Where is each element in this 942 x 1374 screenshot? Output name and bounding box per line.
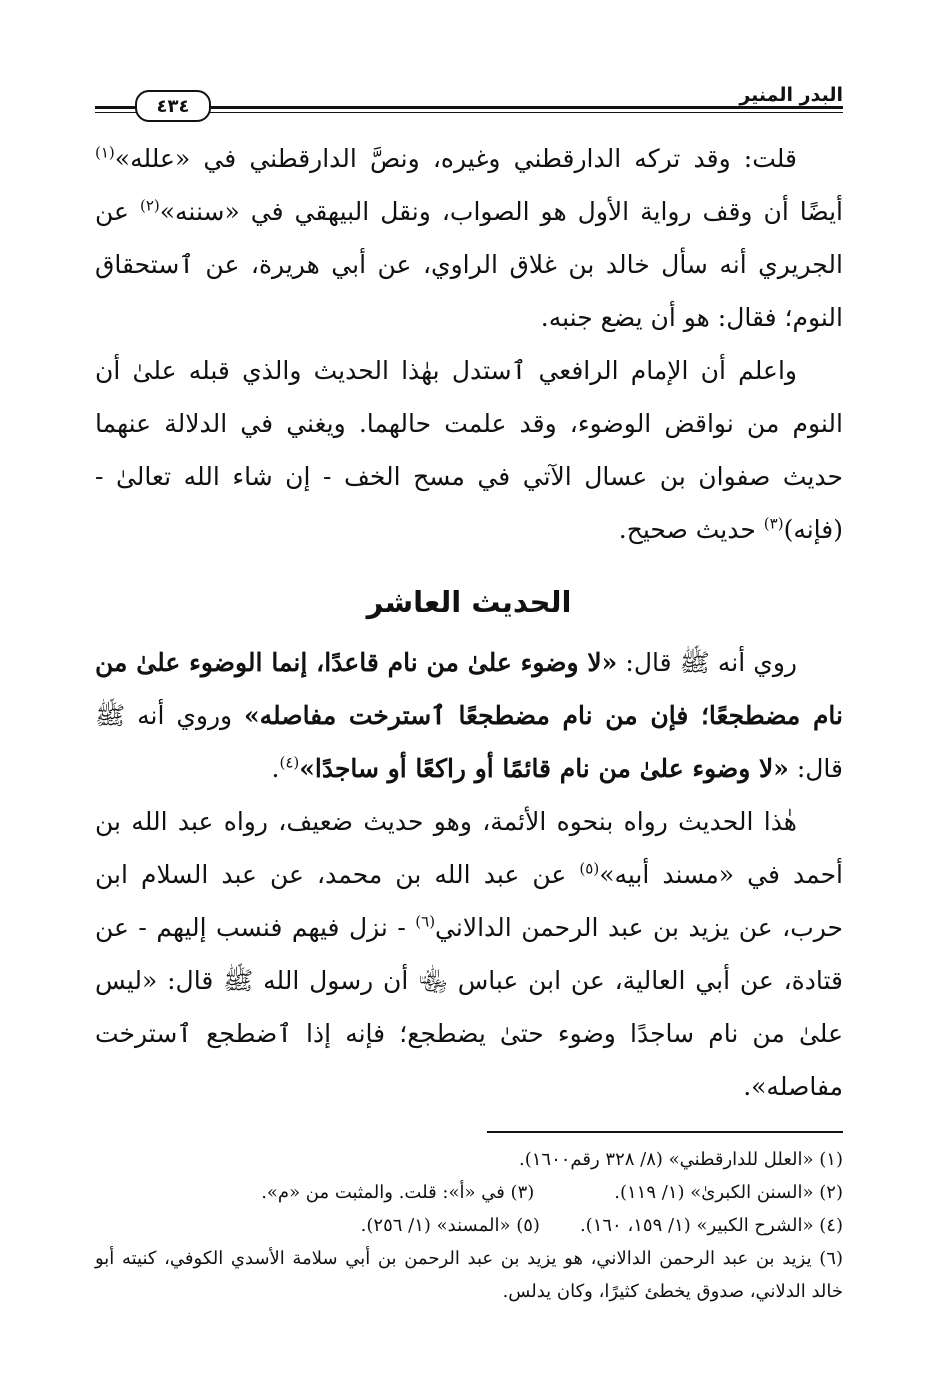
page-number-badge (135, 90, 211, 122)
p4-text-c: - نزل فيهم فنسب إليهم - عن قتادة، عن أبي العالية، عن ابن عباس ﵄ أن رسول الله ﷺ قال: «ليس علىٰ من نام ساجدًا وضوء حتىٰ يضطجع؛ فإنه إذا ٱضطجع ٱسترخت مفاصله». (95, 913, 843, 1101)
footnote-line-4 (95, 1242, 843, 1308)
paragraph-4 (95, 795, 843, 1113)
p2-text-b: حديث صحيح. (618, 515, 764, 544)
p1-text-c: عن الجريري أنه سأل خالد بن غلاق الراوي، عن أبي هريرة، عن ٱستحقاق النوم؛ فقال: هو أن يضع جنبه. (95, 197, 843, 332)
p2-text-a: واعلم أن الإمام الرافعي ٱستدل بهٰذا الحديث والذي قبله علىٰ أن النوم من نواقض الوضوء، وقد علمت حالهما. ويغني في الدلالة عنهما حديث صفوان بن عسال الآتي في مسح الخف - إن شاء الله تعالىٰ - (فإنه) (95, 356, 843, 544)
hadith-text-2: «لا وضوء علىٰ من نام قائمًا أو راكعًا أو ساجدًا» (299, 754, 789, 783)
footnotes (95, 1143, 843, 1308)
footnote-5: (٥) «المسند» (١/ ٢٥٦). (360, 1215, 540, 1236)
page-header (95, 78, 843, 124)
p3-text-a: روي أنه ﷺ قال: (617, 648, 797, 677)
footnote-separator (487, 1131, 843, 1133)
footnote-ref-5: (٥) (579, 859, 600, 878)
p4-text-b: عن عبد الله بن محمد، عن عبد السلام ابن حرب، عن يزيد بن عبد الرحمن الدالاني (95, 860, 843, 942)
footnote-ref-4: (٤) (279, 753, 300, 772)
running-title: البدر المنير (739, 84, 843, 106)
footnote-line-1 (95, 1143, 843, 1176)
p3-text-b: وروي أنه ﷺ قال: (95, 701, 843, 783)
footnote-ref-1: (١) (95, 143, 115, 162)
footnote-ref-3: (٣) (763, 514, 784, 533)
footnote-1: (١) «العلل للدارقطني» (٨/ ٣٢٨ رقم١٦٠٠). (519, 1149, 843, 1170)
footnote-ref-2: (٢) (139, 196, 160, 215)
footnote-6: (٦) يزيد بن عبد الرحمن الدالاني، هو يزيد بن عبد الرحمن بن أبي سلامة الأسدي الكوفي، كنيته أبو خالد الدلاني، صدوق يخطئ كثيرًا، وكان يدلس. (95, 1248, 843, 1302)
hadith-text-1: «لا وضوء علىٰ من نام قاعدًا، إنما الوضوء علىٰ من نام مضطجعًا؛ فإن من نام مضطجعًا ٱسترخت مفاصله» (95, 648, 843, 730)
paragraph-2 (95, 344, 843, 556)
book-page (95, 78, 843, 1308)
footnote-3: (٣) في «أ»: قلت. والمثبت من «م». (261, 1182, 535, 1203)
footnote-line-2 (95, 1176, 843, 1209)
footnote-2: (٢) «السنن الكبرىٰ» (١/ ١١٩). (614, 1182, 843, 1203)
p4-text-a: هٰذا الحديث رواه بنحوه الأئمة، وهو حديث ضعيف، رواه عبد الله بن أحمد في «مسند أبيه» (95, 807, 843, 889)
page-number: ٤٣٤ (156, 95, 190, 117)
footnote-line-3 (95, 1209, 843, 1242)
p1-text-b: أيضًا أن وقف رواية الأول هو الصواب، ونقل البيهقي في «سننه» (159, 197, 843, 226)
footnote-ref-6: (٦) (415, 912, 436, 931)
footnote-4: (٤) «الشرح الكبير» (١/ ١٥٩، ١٦٠). (579, 1215, 843, 1236)
p1-text-a: قلت: وقد تركه الدارقطني وغيره، ونصَّ الدارقطني في «علله» (114, 144, 797, 173)
paragraph-3 (95, 636, 843, 795)
p3-text-c: . (271, 754, 280, 783)
paragraph-1 (95, 132, 843, 344)
section-title: الحديث العاشر (366, 585, 572, 619)
